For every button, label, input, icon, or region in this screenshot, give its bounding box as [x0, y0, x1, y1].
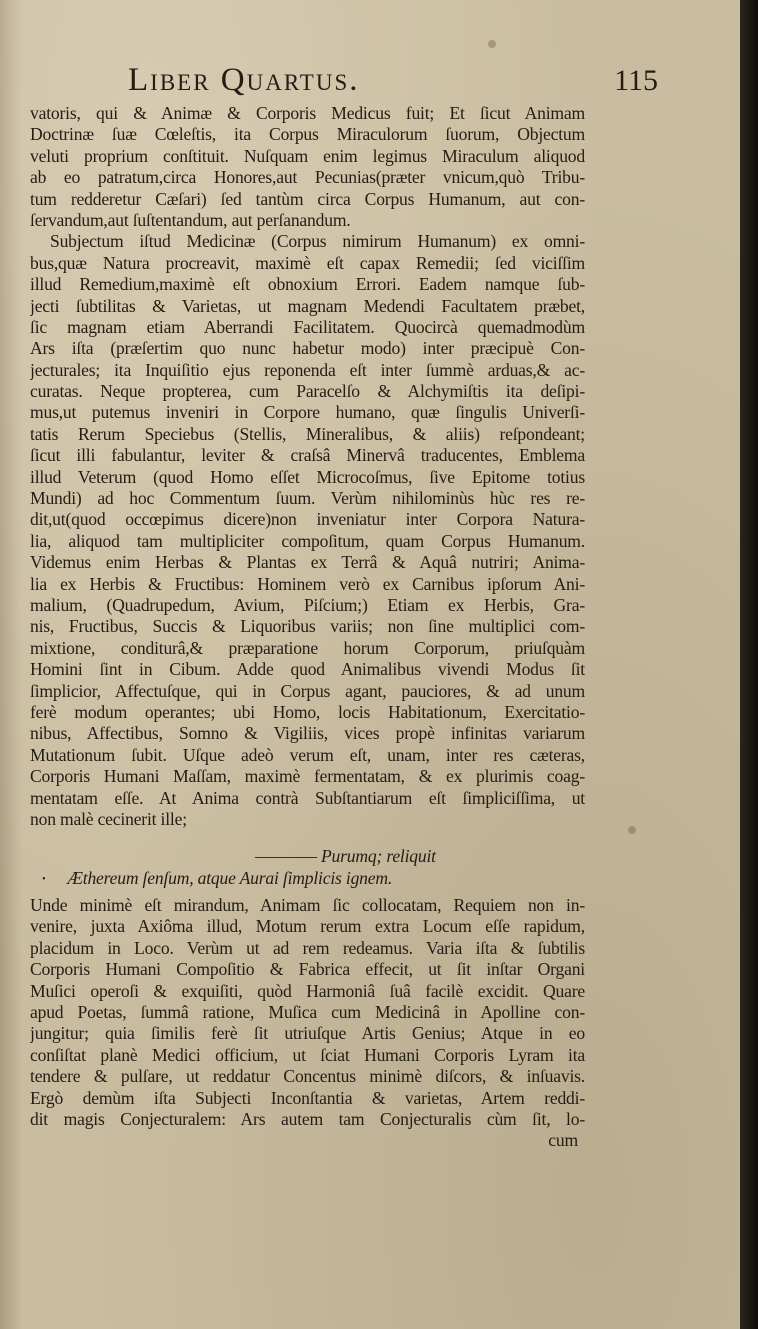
text-line: veluti proprium conſtituit. Nuſquam enim legimus Miraculum aliquod [30, 145, 585, 166]
text-line: venire, juxta Axiôma illud, Motum rerum extra Locum eſſe rapidum, [30, 916, 585, 937]
text-line: dit magis Conjecturalem: Ars autem tam Conjecturalis cùm ſit, lo- [30, 1108, 585, 1129]
page-edge [740, 0, 758, 1329]
text-line: jecturales; ita Inquiſitio ejus reponenda eſt inter ſummè arduas,& ac- [30, 359, 585, 380]
text-line: mus,ut putemus inveniri in Corpore humano, quæ ſingulis Univerſi- [30, 402, 585, 423]
text-line: tum redderetur Cæſari) ſed tantùm circa Corpus Humanum, aut con- [30, 188, 585, 209]
body-text [30, 103, 585, 1152]
text-line: Ars iſta (præſertim quo nunc habetur modo) inter præcipuè Con- [30, 338, 585, 359]
text-line: tatis Rerum Speciebus (Stellis, Mineralibus, & aliis) reſpondeant; [30, 423, 585, 444]
text-line: Mutationum ſubit. Uſque adeò verum eſt, unam, inter res cæteras, [30, 744, 585, 765]
paper-spot [488, 40, 496, 48]
verse-line: • Æthereum ſenſum, atque Aurai ſimplicis ignem. [30, 868, 585, 889]
text-line: Videmus enim Herbas & Plantas ex Terrâ & Aquâ nutriri; Anima- [30, 552, 585, 573]
text-line: nibus, Affectibus, Somno & Vigiliis, vices propè infinitas variarum [30, 723, 585, 744]
text-line: ſimplicior, Affectuſque, qui in Corpus agant, pauciores, & ad unum [30, 680, 585, 701]
page-number: 115 [614, 64, 658, 97]
text-line: ab eo patratum,circa Honores,aut Pecunias(præter vnicum,quò Tribu- [30, 167, 585, 188]
text-line: mentatam eſſe. At Anima contrà Subſtantiarum eſt ſimpliciſſima, ut [30, 787, 585, 808]
text-line: Muſici operoſi & exquiſiti, quòd Harmoniâ ſuâ facilè excidit. Quare [30, 980, 585, 1001]
verse-spacer [30, 830, 585, 846]
text-line: Mundi) ad hoc Commentum ſuum. Verùm nihilominùs hùc res re- [30, 488, 585, 509]
text-line: jecti ſubtilitas & Varietas, ut magnam Medendi Facultatem præbet, [30, 295, 585, 316]
text-line: ſicut illi fabulantur, leviter & craſsâ Minervâ traducentes, Emblema [30, 445, 585, 466]
text-line: Subjectum iſtud Medicinæ (Corpus nimirum Humanum) ex omni- [50, 231, 585, 252]
text-line: non malè cecinerit ille; [30, 808, 187, 829]
text-line: dit,ut(quod occœpimus dicere)non inveniatur inter Corpora Natura- [30, 509, 585, 530]
text-line: Unde minimè eſt mirandum, Animam ſic collocatam, Requiem non in- [30, 895, 585, 916]
text-line: ſervandum,aut ſuſtentandum, aut perſanandum. [30, 209, 351, 230]
text-line: Homini ſint in Cibum. Adde quod Animalibus vivendi Modus ſit [30, 659, 585, 680]
text-line: placidum in Loco. Verùm ut ad rem redeamus. Varia iſta & ſubtilis [30, 937, 585, 958]
text-line: Doctrinæ ſuæ Cœleſtis, ita Corpus Miraculorum ſuorum, Objectum [30, 124, 585, 145]
running-head: Liber Quartus. [128, 62, 360, 98]
text-line: ferè modum operantes; ubi Homo, locis Habitationum, Exercitatio- [30, 701, 585, 722]
text-line: tendere & pulſare, ut reddatur Concentus minimè diſcors, & inſuavis. [30, 1066, 585, 1087]
text-line: curatas. Neque propterea, cum Paracelſo & Alchymiſtis ita deſipi- [30, 381, 585, 402]
text-line: conſiſtat planè Medici officium, ut ſciat Humani Corporis Lyram ita [30, 1044, 585, 1065]
verse-line: ———— Purumq; reliquit [255, 846, 436, 867]
text-line: apud Poetas, ſummâ ratione, Muſica cum Medicinâ in Apolline con- [30, 1002, 585, 1023]
text-line: lia ex Herbis & Fructibus: Hominem verò ex Carnibus ipſorum Ani- [30, 573, 585, 594]
text-line: lia, aliquod tam multipliciter compoſitum, quam Corpus Humanum. [30, 530, 585, 551]
text-line: illud Veterum (quod Homo eſſet Microcoſmus, ſive Epitome totius [30, 466, 585, 487]
paper-spot [628, 826, 636, 834]
text-line: bus,quæ Natura procreavit, maximè eſt capax Remedii; ſed viciſſim [30, 252, 585, 273]
text-line: nis, Fructibus, Succis & Liquoribus variis; non ſine multiplici com- [30, 616, 585, 637]
text-line: Ergò demùm iſta Subjecti Inconſtantia & varietas, Artem reddi- [30, 1087, 585, 1108]
text-line: jungitur; quia ſimilis ferè ſit utriuſque Artis Genius; Atque in eo [30, 1023, 585, 1044]
text-line: vatoris, qui & Animæ & Corporis Medicus fuit; Et ſicut Animam [30, 103, 585, 123]
text-line: Corporis Humani Compoſitio & Fabrica effecit, ut ſit inſtar Organi [30, 959, 585, 980]
text-line: Corporis Humani Maſſam, maximè fermentatam, & ex plurimis coag- [30, 766, 585, 787]
catchword: cum [548, 1130, 578, 1151]
text-line: illud Remedium,maximè eſt obnoxium Errori. Eadem namque ſub- [30, 274, 585, 295]
text-line: malium, (Quadrupedum, Avium, Piſcium;) Etiam ex Herbis, Gra- [30, 594, 585, 615]
text-line: ſic magnam etiam Aberrandi Facilitatem. Quocircà quemadmodùm [30, 316, 585, 337]
text-line: mixtione, conditurâ,& præparatione horum Corporum, priuſquàm [30, 637, 585, 658]
